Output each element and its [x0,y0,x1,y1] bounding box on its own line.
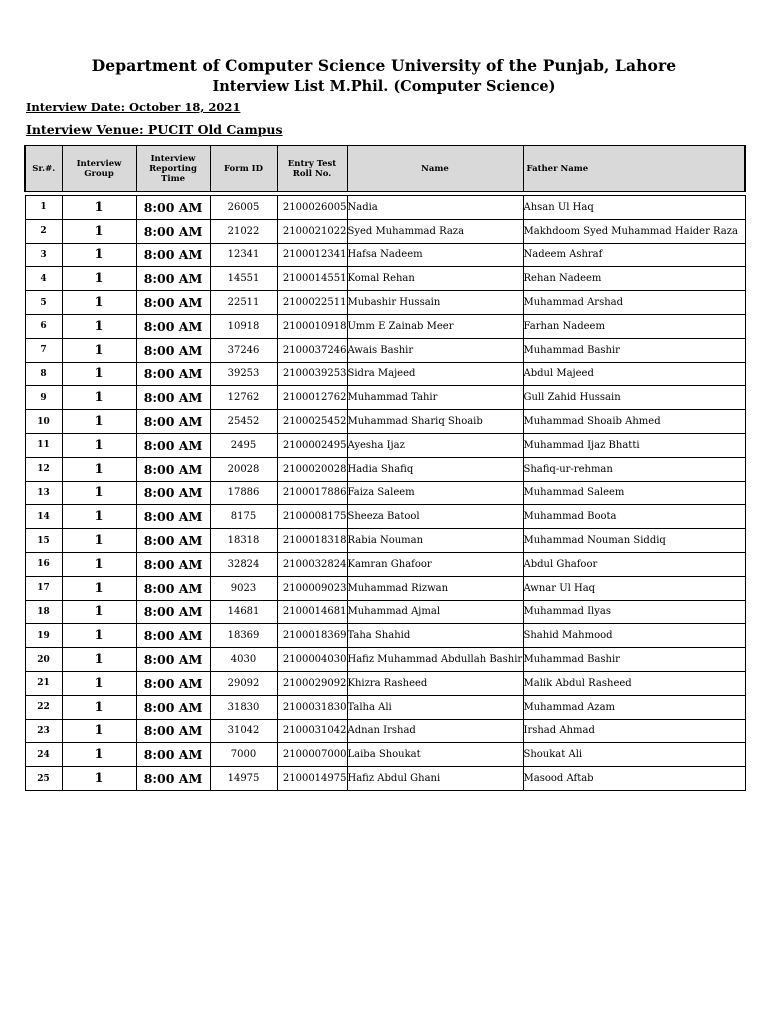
cell-form-id: 14681 [210,600,277,624]
cell-father-name: Makhdoom Syed Muhammad Haider Raza [523,219,745,243]
table-row [25,719,745,743]
cell-form-id: 12762 [210,386,277,410]
cell-sr: 6 [25,314,62,338]
cell-time: 8:00 AM [136,743,210,767]
cell-group: 1 [62,338,136,362]
cell-time: 8:00 AM [136,529,210,553]
cell-time: 8:00 AM [136,767,210,791]
cell-sr: 14 [25,505,62,529]
cell-roll-no: 2100025452 [277,410,347,434]
cell-sr: 22 [25,695,62,719]
cell-name: Sheeza Batool [347,505,523,529]
interview-table [24,145,746,791]
cell-form-id: 10918 [210,314,277,338]
cell-group: 1 [62,624,136,648]
table-row [25,552,745,576]
cell-group: 1 [62,695,136,719]
cell-group: 1 [62,576,136,600]
cell-form-id: 18318 [210,529,277,553]
table-row [25,362,745,386]
cell-group: 1 [62,648,136,672]
cell-group: 1 [62,314,136,338]
cell-sr: 4 [25,267,62,291]
cell-form-id: 31830 [210,695,277,719]
table-row [25,481,745,505]
cell-time: 8:00 AM [136,695,210,719]
cell-time: 8:00 AM [136,196,210,220]
cell-sr: 16 [25,552,62,576]
cell-group: 1 [62,219,136,243]
cell-roll-no: 2100031830 [277,695,347,719]
cell-father-name: Nadeem Ashraf [523,243,745,267]
cell-time: 8:00 AM [136,291,210,315]
cell-time: 8:00 AM [136,505,210,529]
cell-sr: 8 [25,362,62,386]
cell-name: Muhammad Ajmal [347,600,523,624]
cell-group: 1 [62,767,136,791]
column-header-father: Father Name [523,146,745,192]
table-row [25,457,745,481]
table-row [25,624,745,648]
table-row [25,600,745,624]
cell-form-id: 32824 [210,552,277,576]
cell-form-id: 37246 [210,338,277,362]
cell-sr: 1 [25,196,62,220]
cell-name: Ayesha Ijaz [347,433,523,457]
cell-roll-no: 2100004030 [277,648,347,672]
cell-roll-no: 2100017886 [277,481,347,505]
cell-sr: 24 [25,743,62,767]
column-header-name: Name [347,146,523,192]
cell-roll-no: 2100012341 [277,243,347,267]
cell-group: 1 [62,410,136,434]
cell-name: Muhammad Rizwan [347,576,523,600]
cell-roll-no: 2100018318 [277,529,347,553]
table-row [25,695,745,719]
cell-name: Syed Muhammad Raza [347,219,523,243]
cell-name: Komal Rehan [347,267,523,291]
cell-sr: 10 [25,410,62,434]
cell-group: 1 [62,529,136,553]
cell-roll-no: 2100037246 [277,338,347,362]
cell-father-name: Muhammad Boota [523,505,745,529]
cell-time: 8:00 AM [136,600,210,624]
cell-father-name: Awnar Ul Haq [523,576,745,600]
column-header-sr: Sr.#. [25,146,62,192]
cell-form-id: 9023 [210,576,277,600]
table-row [25,410,745,434]
cell-father-name: Masood Aftab [523,767,745,791]
cell-sr: 13 [25,481,62,505]
cell-form-id: 14975 [210,767,277,791]
cell-group: 1 [62,671,136,695]
table-row [25,314,745,338]
cell-roll-no: 2100022511 [277,291,347,315]
cell-time: 8:00 AM [136,648,210,672]
cell-father-name: Muhammad Bashir [523,648,745,672]
cell-roll-no: 2100009023 [277,576,347,600]
interview-date: Interview Date: October 18, 2021 [26,100,241,114]
table-row [25,267,745,291]
cell-sr: 12 [25,457,62,481]
cell-name: Laiba Shoukat [347,743,523,767]
cell-form-id: 18369 [210,624,277,648]
cell-group: 1 [62,505,136,529]
cell-father-name: Muhammad Ijaz Bhatti [523,433,745,457]
cell-roll-no: 2100018369 [277,624,347,648]
cell-name: Hafiz Muhammad Abdullah Bashir [347,648,523,672]
cell-roll-no: 2100032824 [277,552,347,576]
cell-form-id: 21022 [210,219,277,243]
cell-father-name: Muhammad Bashir [523,338,745,362]
cell-father-name: Abdul Ghafoor [523,552,745,576]
table-row [25,386,745,410]
cell-time: 8:00 AM [136,314,210,338]
column-header-time [136,146,210,192]
cell-name: Sidra Majeed [347,362,523,386]
cell-time: 8:00 AM [136,219,210,243]
table-row [25,529,745,553]
cell-roll-no: 2100007000 [277,743,347,767]
cell-group: 1 [62,362,136,386]
cell-time: 8:00 AM [136,624,210,648]
cell-form-id: 20028 [210,457,277,481]
cell-name: Rabia Nouman [347,529,523,553]
cell-time: 8:00 AM [136,243,210,267]
table-row [25,291,745,315]
cell-name: Taha Shahid [347,624,523,648]
cell-name: Khizra Rasheed [347,671,523,695]
cell-roll-no: 2100026005 [277,196,347,220]
cell-name: Nadia [347,196,523,220]
column-header-time-label: Interview Reporting Time [149,153,197,184]
cell-sr: 11 [25,433,62,457]
column-header-roll [277,146,347,192]
cell-roll-no: 2100012762 [277,386,347,410]
cell-father-name: Shahid Mahmood [523,624,745,648]
cell-group: 1 [62,291,136,315]
cell-form-id: 31042 [210,719,277,743]
cell-form-id: 29092 [210,671,277,695]
cell-group: 1 [62,481,136,505]
cell-time: 8:00 AM [136,267,210,291]
cell-father-name: Shafiq-ur-rehman [523,457,745,481]
cell-name: Adnan Irshad [347,719,523,743]
cell-time: 8:00 AM [136,362,210,386]
cell-time: 8:00 AM [136,671,210,695]
cell-sr: 15 [25,529,62,553]
cell-sr: 20 [25,648,62,672]
cell-father-name: Shoukat Ali [523,743,745,767]
page-title: Department of Computer Science University of the Punjab, Lahore [91,56,677,75]
cell-roll-no: 2100014681 [277,600,347,624]
cell-form-id: 7000 [210,743,277,767]
cell-form-id: 8175 [210,505,277,529]
cell-sr: 7 [25,338,62,362]
cell-roll-no: 2100039253 [277,362,347,386]
cell-form-id: 22511 [210,291,277,315]
cell-father-name: Muhammad Ilyas [523,600,745,624]
cell-roll-no: 2100002495 [277,433,347,457]
cell-time: 8:00 AM [136,386,210,410]
column-header-form-id: Form ID [210,146,277,192]
cell-father-name: Muhammad Shoaib Ahmed [523,410,745,434]
table-row [25,196,745,220]
cell-father-name: Rehan Nadeem [523,267,745,291]
cell-group: 1 [62,600,136,624]
table-row [25,505,745,529]
table-header-row [25,146,745,192]
cell-sr: 9 [25,386,62,410]
cell-form-id: 25452 [210,410,277,434]
cell-roll-no: 2100014551 [277,267,347,291]
cell-time: 8:00 AM [136,576,210,600]
cell-group: 1 [62,552,136,576]
cell-name: Muhammad Shariq Shoaib [347,410,523,434]
table-row [25,338,745,362]
cell-name: Kamran Ghafoor [347,552,523,576]
cell-father-name: Malik Abdul Rasheed [523,671,745,695]
cell-father-name: Gull Zahid Hussain [523,386,745,410]
cell-form-id: 39253 [210,362,277,386]
cell-name: Awais Bashir [347,338,523,362]
cell-name: Talha Ali [347,695,523,719]
cell-form-id: 2495 [210,433,277,457]
cell-form-id: 4030 [210,648,277,672]
cell-father-name: Muhammad Azam [523,695,745,719]
cell-roll-no: 2100031042 [277,719,347,743]
cell-group: 1 [62,386,136,410]
table-row [25,743,745,767]
cell-group: 1 [62,267,136,291]
cell-time: 8:00 AM [136,552,210,576]
cell-father-name: Farhan Nadeem [523,314,745,338]
cell-group: 1 [62,243,136,267]
cell-group: 1 [62,743,136,767]
cell-father-name: Muhammad Arshad [523,291,745,315]
cell-sr: 3 [25,243,62,267]
cell-time: 8:00 AM [136,410,210,434]
cell-roll-no: 2100021022 [277,219,347,243]
cell-roll-no: 2100010918 [277,314,347,338]
cell-form-id: 17886 [210,481,277,505]
cell-name: Hafiz Abdul Ghani [347,767,523,791]
cell-sr: 19 [25,624,62,648]
cell-father-name: Ahsan Ul Haq [523,196,745,220]
table-row [25,219,745,243]
cell-sr: 23 [25,719,62,743]
cell-father-name: Muhammad Saleem [523,481,745,505]
table-row [25,576,745,600]
cell-sr: 5 [25,291,62,315]
cell-time: 8:00 AM [136,433,210,457]
cell-sr: 2 [25,219,62,243]
cell-group: 1 [62,719,136,743]
page-subtitle: Interview List M.Phil. (Computer Science) [212,78,556,95]
cell-name: Hadia Shafiq [347,457,523,481]
cell-form-id: 12341 [210,243,277,267]
cell-time: 8:00 AM [136,457,210,481]
column-header-roll-label: Entry Test Roll No. [287,158,337,179]
cell-time: 8:00 AM [136,338,210,362]
cell-father-name: Irshad Ahmad [523,719,745,743]
cell-sr: 25 [25,767,62,791]
cell-group: 1 [62,196,136,220]
cell-time: 8:00 AM [136,481,210,505]
cell-roll-no: 2100020028 [277,457,347,481]
cell-sr: 17 [25,576,62,600]
cell-group: 1 [62,433,136,457]
table-row [25,671,745,695]
cell-form-id: 26005 [210,196,277,220]
cell-group: 1 [62,457,136,481]
cell-roll-no: 2100014975 [277,767,347,791]
cell-sr: 18 [25,600,62,624]
cell-name: Hafsa Nadeem [347,243,523,267]
table-row [25,767,745,791]
column-header-group [62,146,136,192]
cell-form-id: 14551 [210,267,277,291]
cell-time: 8:00 AM [136,719,210,743]
cell-roll-no: 2100029092 [277,671,347,695]
cell-roll-no: 2100008175 [277,505,347,529]
cell-father-name: Abdul Majeed [523,362,745,386]
cell-father-name: Muhammad Nouman Siddiq [523,529,745,553]
cell-name: Mubashir Hussain [347,291,523,315]
cell-name: Faiza Saleem [347,481,523,505]
table-row [25,433,745,457]
interview-venue: Interview Venue: PUCIT Old Campus [26,122,283,137]
cell-name: Umm E Zainab Meer [347,314,523,338]
cell-sr: 21 [25,671,62,695]
cell-name: Muhammad Tahir [347,386,523,410]
table-row [25,648,745,672]
table-row [25,243,745,267]
column-header-group-label: Interview Group [76,158,122,179]
